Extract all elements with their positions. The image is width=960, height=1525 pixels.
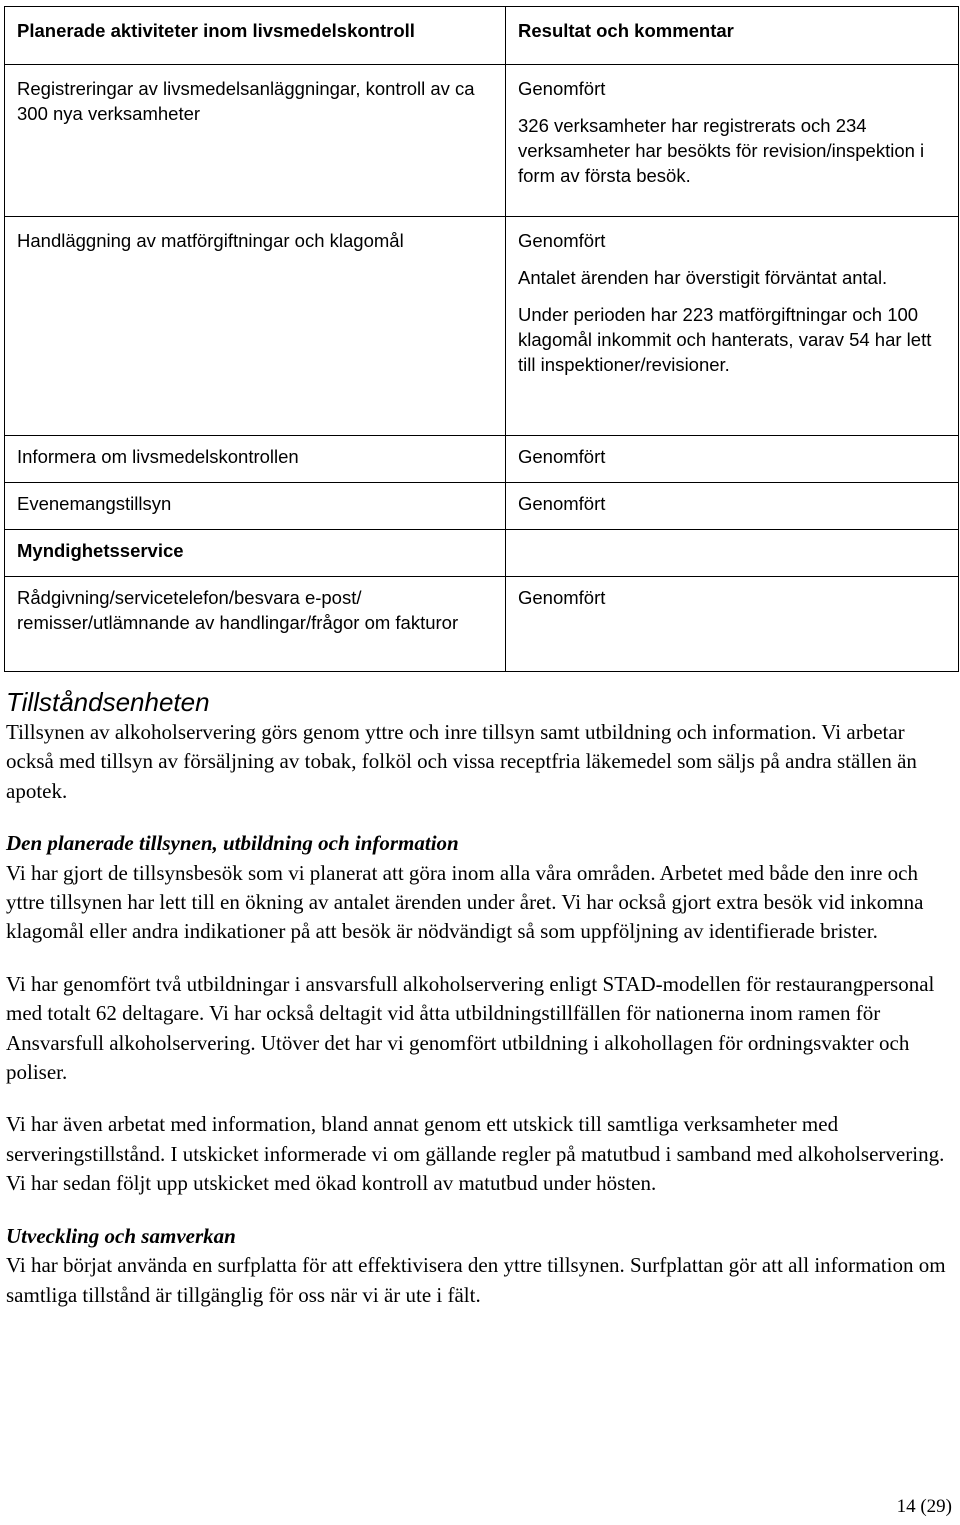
table-row: [5, 217, 959, 436]
section-body: [6, 686, 956, 1310]
section-title: Tillståndsenheten: [6, 687, 210, 717]
activity-cell: [5, 530, 506, 577]
result-cell: [506, 483, 959, 530]
table-row: [5, 483, 959, 530]
activity-table: [4, 6, 959, 672]
activity-text: Informera om livsmedelskontrollen: [17, 446, 299, 467]
paragraph: Vi har börjat använda en surfplatta för att effektivisera den yttre tillsynen. Surfplattan gör att all information om samtliga tillstånd är tillgänglig för oss när vi är ute i fält.: [6, 1253, 946, 1307]
comment-text: Under perioden har 223 matförgiftningar och 100 klagomål inkommit och hanterats, varav 54 har lett till inspektioner/revisioner.: [518, 304, 932, 375]
result-cell: [506, 217, 959, 436]
subheading: Den planerade tillsynen, utbildning och information: [6, 831, 459, 856]
table-row: [5, 530, 959, 577]
activity-cell: [5, 483, 506, 530]
status-text: Genomfört: [518, 446, 606, 467]
status-text: Genomfört: [518, 587, 606, 608]
result-cell: [506, 436, 959, 483]
table-row: [5, 577, 959, 672]
status-text: Genomfört: [518, 493, 606, 514]
result-cell-empty: [506, 530, 959, 577]
paragraph: Vi har gjort de tillsynsbesök som vi planerat att göra inom alla våra områden. Arbetet med både den inre och yttre tillsynen har lett till en ökning av antalet ärenden under året. Vi har också gjort extra besök vid inkomna klagomål eller andra indikationer på att besök är nödvändigt så som uppföljning av identifierade brister.: [6, 860, 924, 944]
activity-text: Rådgivning/servicetelefon/besvara e-post/ remisser/utlämnande av handlingar/frågor om fakturor: [17, 587, 459, 633]
table-row: [5, 65, 959, 217]
comment-text: 326 verksamheter har registrerats och 234 verksamheter har besökts för revision/inspektion i form av första besök.: [518, 115, 925, 186]
activity-text: Registreringar av livsmedelsanläggningar, kontroll av ca 300 nya verksamheter: [17, 78, 475, 124]
page-number: 14 (29): [896, 1496, 952, 1517]
table-header-row: [5, 7, 959, 65]
table-row: [5, 436, 959, 483]
header-results: Resultat och kommentar: [506, 7, 959, 65]
activity-heading: Myndighetsservice: [17, 540, 184, 561]
result-cell: [506, 577, 959, 672]
activity-cell: [5, 436, 506, 483]
activity-cell: [5, 577, 506, 672]
paragraph: Tillsynen av alkoholservering görs genom yttre och inre tillsyn samt utbildning och information. Vi arbetar också med tillsyn av försäljning av tobak, folköl och vissa receptfria läkemedel som säljs på andra ställen än apotek.: [6, 720, 917, 803]
paragraph: Vi har genomfört två utbildningar i ansvarsfull alkoholservering enligt STAD-modellen för restaurangpersonal med totalt 62 deltagare. Vi har också deltagit vid åtta utbildningstillfällen för nationerna inom ramen för Ansvarsfull alkoholservering. Utöver det har vi genomfört utbildning i alkohollagen för ordningsvakter och poliser.: [6, 971, 935, 1085]
activity-cell: [5, 65, 506, 217]
result-cell: [506, 65, 959, 217]
paragraph: Vi har även arbetat med information, bland annat genom ett utskick till samtliga verksamheter med serveringstillstånd. I utskicket informerade vi om gällande regler på matutbud i samband med alkoholservering. Vi har sedan följt upp utskicket med ökad kontroll av matutbud under hösten.: [6, 1112, 945, 1196]
status-text: Genomfört: [518, 78, 606, 99]
subheading: Utveckling och samverkan: [6, 1223, 236, 1248]
header-activities: Planerade aktiviteter inom livsmedelskontroll: [5, 7, 506, 65]
activity-text: Evenemangstillsyn: [17, 493, 172, 514]
status-text: Genomfört: [518, 230, 606, 251]
comment-text: Antalet ärenden har överstigit förväntat antal.: [518, 267, 888, 288]
activity-text: Handläggning av matförgiftningar och klagomål: [17, 230, 404, 251]
activity-cell: [5, 217, 506, 436]
